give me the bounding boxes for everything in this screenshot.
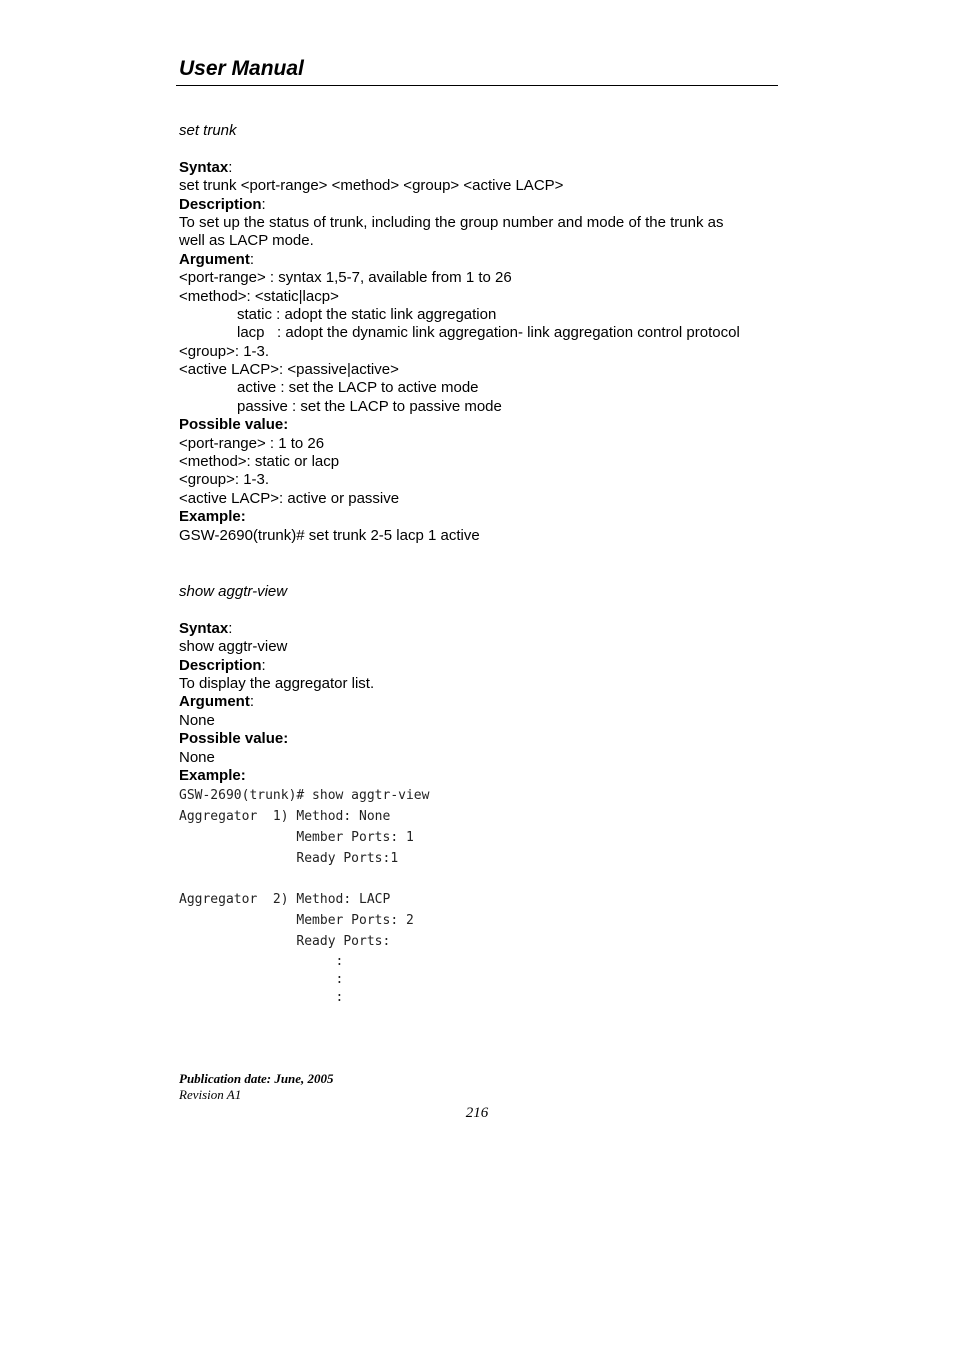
argument-value: None	[179, 711, 215, 729]
argument-method-static: static : adopt the static link aggregation	[237, 305, 497, 323]
argument-label: Argument	[179, 250, 250, 268]
console-line: :	[179, 972, 344, 988]
possible-value-line: None	[179, 748, 215, 766]
console-line	[179, 870, 429, 891]
revision: Revision A1	[179, 1087, 242, 1102]
spacer	[179, 601, 374, 619]
manual-title: User Manual	[179, 57, 304, 80]
argument-active-lacp: <active LACP>: <passive|active>	[179, 361, 399, 379]
description-heading: Description:	[179, 195, 266, 213]
syntax-value: show aggtr-view	[179, 638, 288, 656]
argument-method: <method>: <static|lacp>	[179, 287, 339, 305]
possible-value-heading: Possible value:	[179, 416, 289, 434]
possible-value-line: <method>: static or lacp	[179, 453, 340, 471]
argument-passive-mode: passive : set the LACP to passive mode	[237, 397, 502, 415]
publication-date: Publication date: June, 2005	[179, 1071, 334, 1086]
console-line: Aggregator 2) Method: LACP	[179, 892, 391, 908]
example-heading: Example:	[179, 766, 246, 784]
description-label: Description	[179, 195, 262, 213]
command-name: set trunk	[179, 122, 237, 139]
section-set-trunk	[179, 122, 740, 545]
argument-label: Argument	[179, 693, 250, 711]
console-line: Aggregator 1) Method: None	[179, 808, 391, 824]
possible-value-line: <group>: 1-3.	[179, 471, 270, 489]
description-line: well as LACP mode.	[179, 232, 314, 250]
section-show-aggtr-view	[179, 583, 374, 785]
console-line: Member Ports: 1	[179, 829, 414, 845]
description-label: Description	[179, 656, 262, 674]
console-line: Ready Ports:	[179, 934, 391, 950]
console-line: :	[179, 954, 344, 970]
possible-value-line: <active LACP>: active or passive	[179, 489, 400, 507]
argument-port-range: <port-range> : syntax 1,5-7, available from 1 to 26	[179, 269, 512, 287]
argument-heading: Argument:	[179, 693, 255, 711]
argument-active-mode: active : set the LACP to active mode	[237, 379, 479, 397]
console-line: Ready Ports:1	[179, 850, 399, 866]
description-heading: Description:	[179, 656, 266, 674]
syntax-heading: Syntax:	[179, 158, 233, 176]
header-rule	[176, 85, 778, 86]
syntax-label: Syntax	[179, 158, 229, 176]
syntax-heading: Syntax:	[179, 619, 233, 637]
example-heading: Example:	[179, 508, 246, 526]
example-output-block	[179, 786, 429, 1007]
possible-value-heading: Possible value:	[179, 730, 289, 748]
possible-value-line: <port-range> : 1 to 26	[179, 434, 325, 452]
argument-group: <group>: 1-3.	[179, 342, 270, 360]
description-line: To set up the status of trunk, including the group number and mode of the trunk as	[179, 213, 724, 231]
argument-method-lacp: lacp : adopt the dynamic link aggregation- link aggregation control protocol	[237, 324, 740, 342]
spacer	[179, 140, 740, 158]
console-line: :	[179, 990, 344, 1006]
command-name: show aggtr-view	[179, 583, 288, 600]
example-command: GSW-2690(trunk)# set trunk 2-5 lacp 1 active	[179, 526, 480, 544]
console-line: Member Ports: 2	[179, 913, 414, 929]
syntax-value: set trunk <port-range> <method> <group> <active LACP>	[179, 177, 564, 195]
page-number: 216	[465, 1105, 489, 1121]
description-line: To display the aggregator list.	[179, 674, 375, 692]
syntax-label: Syntax	[179, 619, 229, 637]
argument-heading: Argument:	[179, 250, 255, 268]
console-line: GSW-2690(trunk)# show aggtr-view	[179, 788, 430, 803]
